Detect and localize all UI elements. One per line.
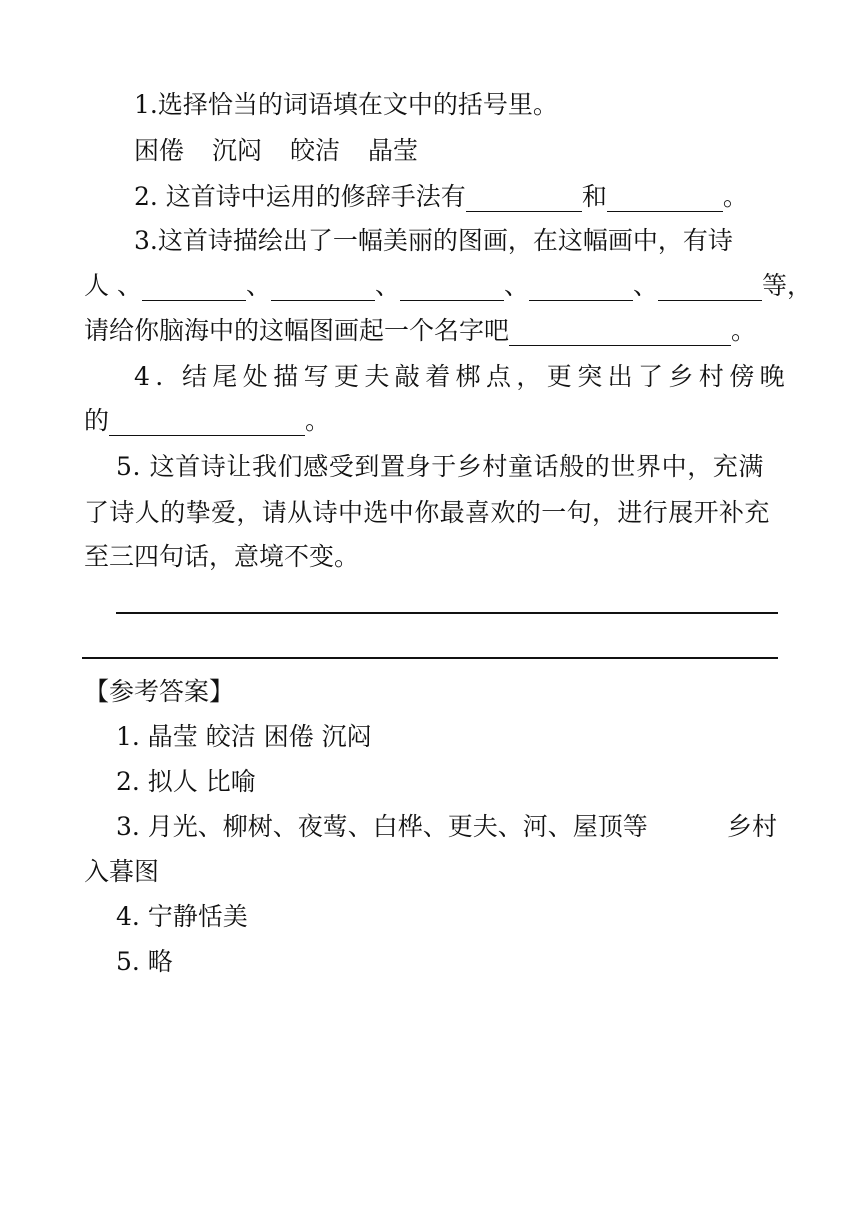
answer-blank[interactable] — [109, 411, 305, 436]
question-3-prompt: 请给你脑海中的这幅图画起一个名字吧 — [84, 316, 510, 345]
question-4-period: 。 — [305, 406, 331, 435]
question-2 — [134, 182, 748, 212]
answer-blank[interactable] — [509, 321, 731, 346]
enum-comma: 、 — [633, 271, 659, 300]
question-3-line-1: 3.这首诗描绘出了一幅美丽的图画，在这幅画中，有诗 — [134, 226, 733, 255]
question-5-line-2: 了诗人的挚爱，请从诗中选中你最喜欢的一句，进行展开补充 — [84, 498, 770, 527]
enum-comma: 、 — [503, 271, 529, 300]
answer-5: 5. 略 — [116, 947, 173, 976]
answer-1: 1. 晶莹 皎洁 困倦 沉闷 — [116, 722, 372, 751]
question-3-line-2 — [84, 271, 812, 301]
question-4-line-2 — [84, 406, 330, 436]
answer-3-line-2: 入暮图 — [84, 857, 160, 886]
question-3-end: 等， — [762, 271, 813, 300]
answer-blank[interactable] — [529, 276, 633, 301]
question-3-period: 。 — [731, 316, 757, 345]
word-choice: 沉闷 — [212, 136, 263, 165]
question-2-end: 。 — [722, 182, 748, 211]
question-5-line-3: 至三四句话，意境不变。 — [84, 542, 360, 571]
answer-blank[interactable] — [466, 187, 582, 212]
question-2-conj: 和 — [581, 182, 607, 211]
question-3-text: 人 、 — [84, 271, 142, 300]
answer-blank[interactable] — [658, 276, 762, 301]
question-2-text: 2. 这首诗中运用的修辞手法有 — [134, 182, 466, 211]
answer-blank[interactable] — [271, 276, 375, 301]
answer-blank[interactable] — [607, 187, 723, 212]
answer-blank[interactable] — [400, 276, 504, 301]
answer-3-title-part: 乡村 — [727, 812, 778, 841]
word-choice: 困倦 — [134, 136, 185, 165]
question-5-line-1: 5. 这首诗让我们感受到置身于乡村童话般的世界中，充满 — [116, 452, 765, 481]
answers-heading: 【参考答案】 — [84, 677, 235, 706]
answer-blank[interactable] — [142, 276, 246, 301]
word-choices — [134, 136, 418, 166]
question-3-line-3 — [84, 316, 756, 346]
enum-comma: 、 — [374, 271, 400, 300]
word-choice: 皎洁 — [290, 136, 341, 165]
section-divider — [82, 657, 778, 659]
answer-3-line-1: 3. 月光、柳树、夜莺、白桦、更夫、河、屋顶等 — [116, 812, 648, 841]
question-4-line-1: 4. 结尾处描写更夫敲着梆点，更突出了乡村傍晚 — [134, 362, 791, 391]
enum-comma: 、 — [245, 271, 271, 300]
word-choice: 晶莹 — [368, 136, 419, 165]
question-4-text: 的 — [84, 406, 110, 435]
answer-writing-line[interactable] — [116, 612, 778, 614]
answer-4: 4. 宁静恬美 — [116, 902, 248, 931]
answer-2: 2. 拟人 比喻 — [116, 767, 256, 796]
question-1: 1.选择恰当的词语填在文中的括号里。 — [134, 90, 558, 119]
